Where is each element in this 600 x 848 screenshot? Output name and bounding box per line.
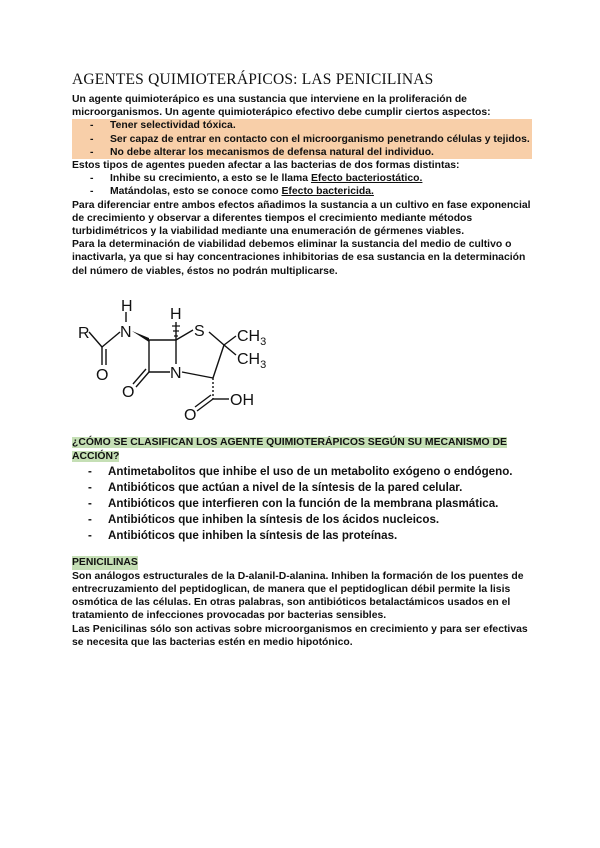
penicillins-paragraph-2: Las Penicilinas sólo son activas sobre microorganismos en crecimiento y para ser efectivas se necesita que las bacterias estén en medio hipotónico. — [72, 623, 528, 648]
atom-h-ring: H — [170, 305, 182, 323]
list-item: - Antibióticos que inhiben la síntesis de las proteínas. — [88, 528, 398, 542]
list-item: - Antibióticos que interfieren con la función de la membrana plasmática. — [88, 496, 499, 510]
list-item: - No debe alterar los mecanismos de defensa natural del individuo. — [72, 146, 532, 159]
term-bacteriostatic: Efecto bacteriostático. — [310, 173, 423, 185]
aspects-list — [72, 119, 532, 159]
document-page — [72, 70, 532, 649]
term-bactericidal: Efecto bactericida. — [281, 186, 374, 198]
list-item: - Matándolas, esto se conoce como Efecto bactericida. — [90, 186, 374, 198]
hydroxyl: OH — [230, 391, 254, 409]
atom-n-ring: N — [170, 364, 182, 382]
page-title: AGENTES QUIMIOTERÁPICOS: LAS PENICILINAS — [72, 71, 434, 88]
penicillins-heading: PENICILINAS — [72, 556, 138, 568]
paragraph-viability: Para la determinación de viabilidad debemos eliminar la sustancia del medio de cultivo o inactivarla, ya que si hay concentraciones inhibitorias de esa sustancia en la determinación del número de viables, éstos no podrán multiplicarse. — [72, 239, 526, 277]
methyl-b: $CH_3$ — [237, 350, 267, 371]
mechanism-list — [72, 464, 532, 544]
forms-list — [72, 172, 532, 198]
paragraph-differentiate: Para diferenciar entre ambos efectos añadimos la sustancia a un cultivo en fase exponencial de crecimiento y observar a diferentes tiempos el crecimiento mediante métodos turbidimétricos y la viabilidad mediante una enumeración de gérmenes viables. — [72, 199, 531, 238]
list-item: - Antibióticos que inhiben la síntesis de los ácidos nucleicos. — [88, 512, 440, 526]
atom-o-lactam: O — [122, 383, 135, 401]
penicillin-structure-diagram — [72, 292, 312, 424]
list-item: - Antibióticos que actúan a nivel de la síntesis de la pared celular. — [88, 480, 463, 494]
atom-n-amide: N — [120, 323, 132, 341]
mechanism-heading: ¿CÓMO SE CLASIFICAN LOS AGENTE QUIMIOTERÁPICOS SEGÚN SU MECANISMO DE ACCIÓN? — [72, 436, 507, 462]
atom-s: S — [194, 322, 205, 340]
list-item: - Ser capaz de entrar en contacto con el microorganismo penetrando células y tejidos. — [72, 133, 532, 146]
atom-o-carboxyl: O — [184, 406, 197, 424]
forms-intro: Estos tipos de agentes pueden afectar a las bacterias de dos formas distintas: — [72, 160, 460, 172]
penicillins-paragraph-1: Son análogos estructurales de la D-alanil-D-alanina. Inhiben la formación de los puentes de entrecruzamiento del peptidoglican, de manera que el peptidoglican débil permite la lisis osmótica de las células. En otras palabras, son antibióticos betalactámicos usados en el tratamiento de infecciones provocadas por bacterias sensibles. — [72, 570, 524, 622]
list-item: - Tener selectividad tóxica. — [72, 119, 532, 132]
atom-o-amide: O — [96, 366, 109, 384]
substituent-r: R — [78, 324, 90, 342]
list-item: - Inhibe su crecimiento, a esto se le llama Efecto bacteriostático. — [90, 173, 423, 185]
list-item: - Antimetabolitos que inhibe el uso de un metabolito exógeno o endógeno. — [88, 464, 513, 478]
atom-h-amide: H — [121, 297, 133, 315]
methyl-a: $CH_3$ — [237, 327, 267, 348]
penicillin-structure — [72, 292, 532, 424]
intro-paragraph: Un agente quimioterápico es una sustancia que interviene en la proliferación de microorganismos. Un agente quimioterápico efectivo debe cumplir ciertos aspectos: — [72, 94, 491, 119]
